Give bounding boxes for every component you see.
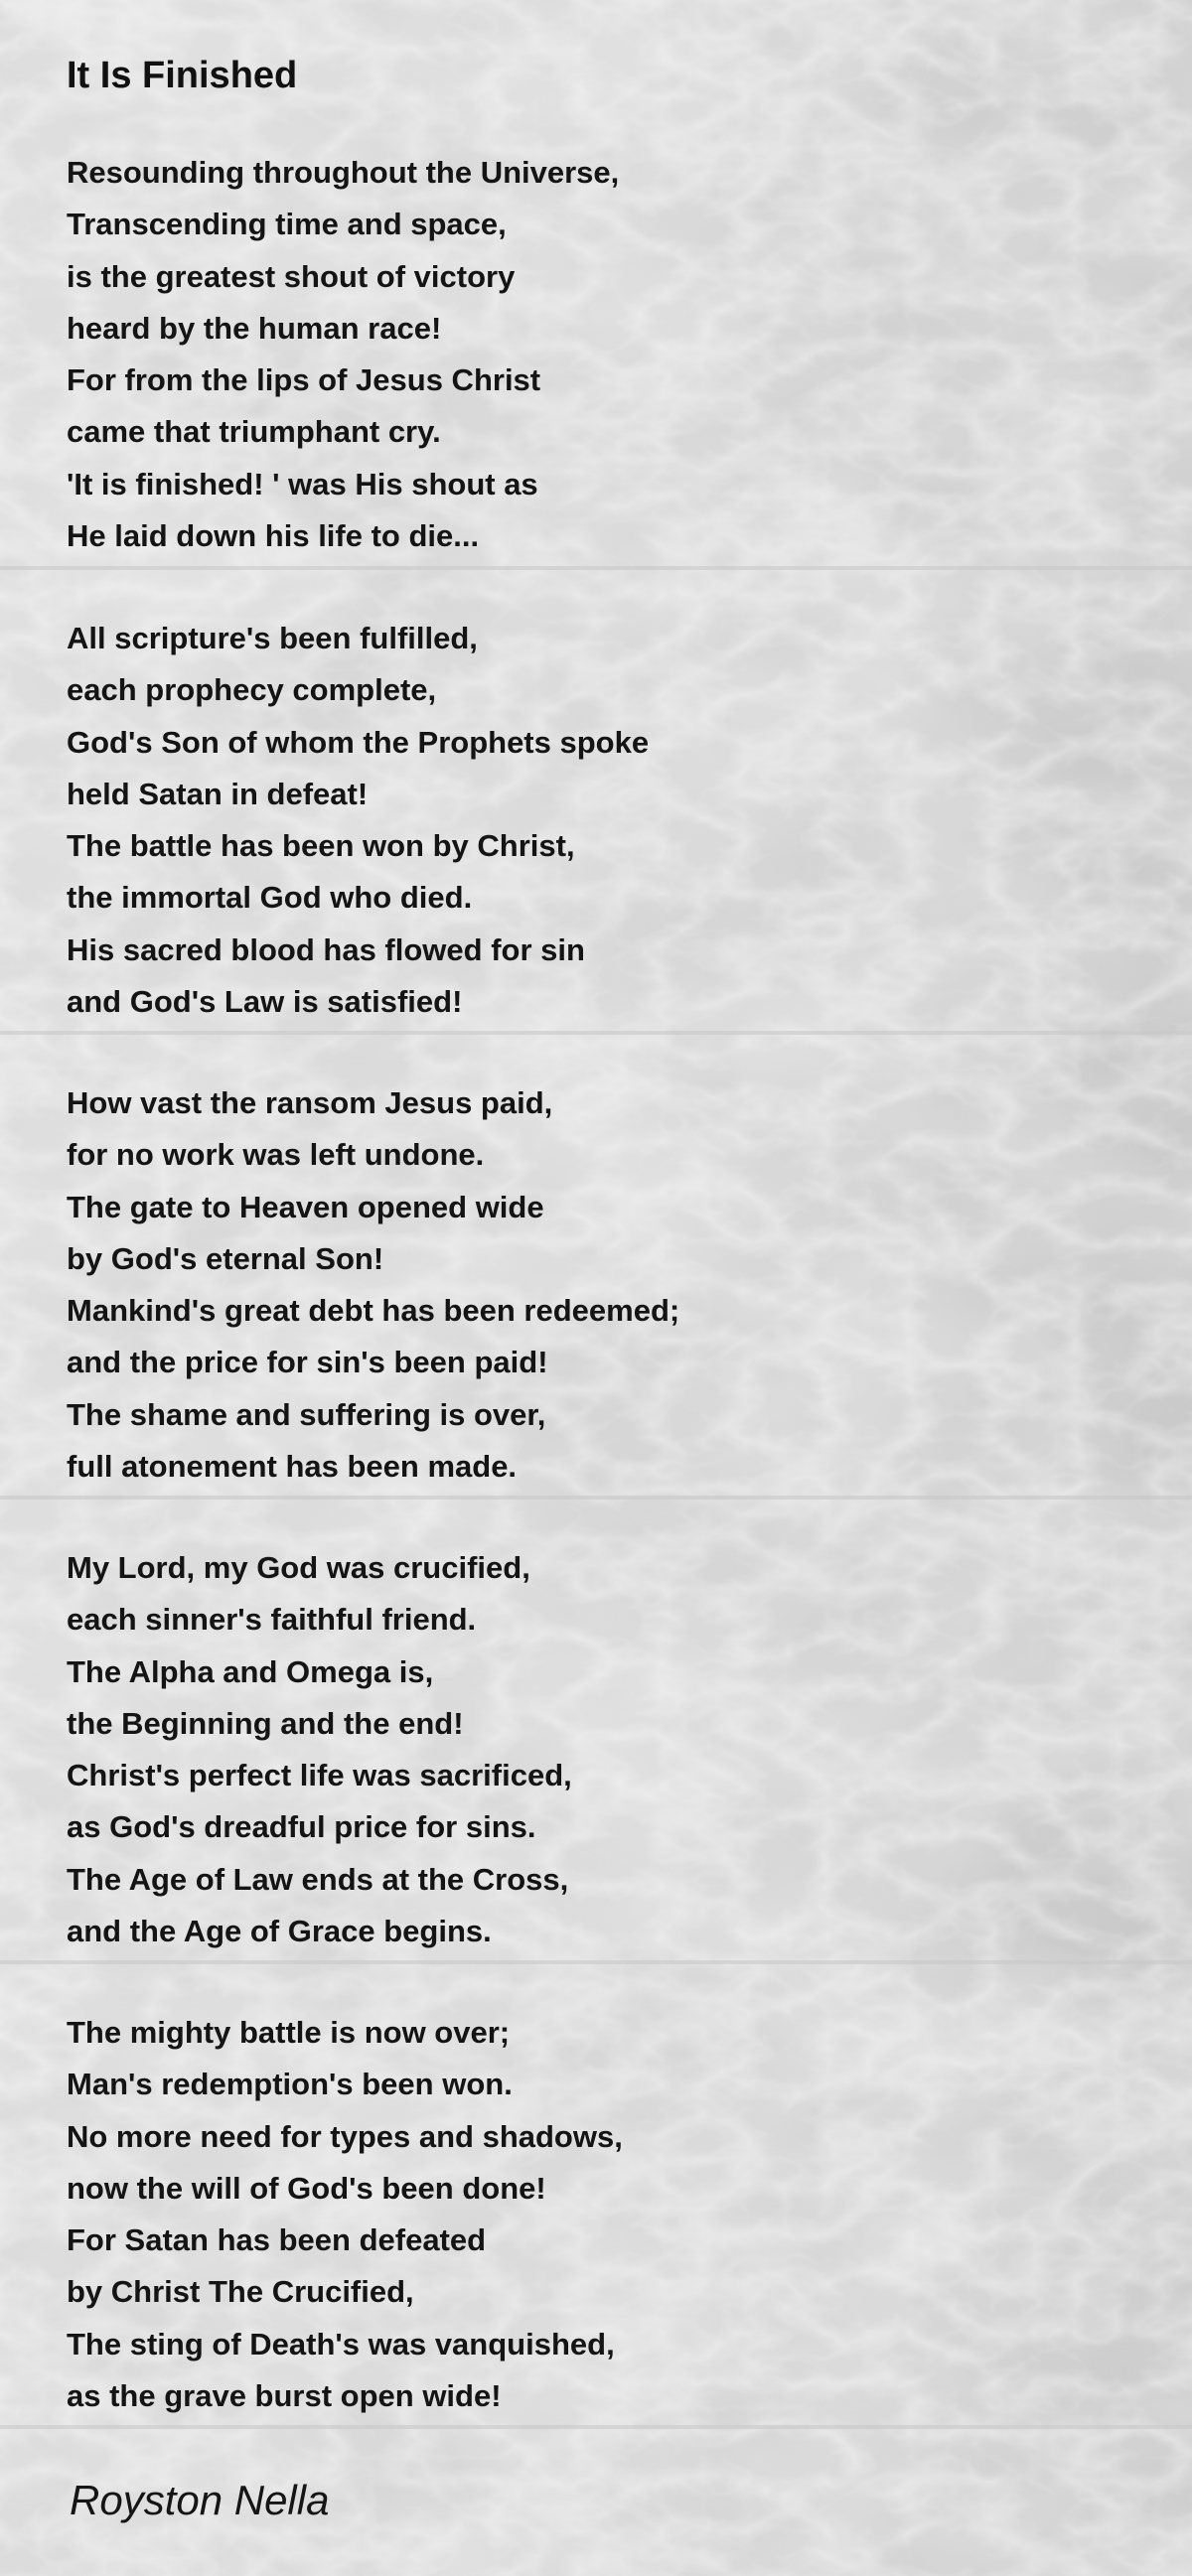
poem-line: is the greatest shout of victory [67, 258, 516, 294]
poem-line: heard by the human race! [67, 310, 442, 346]
poem-line: and the price for sin's been paid! [67, 1345, 548, 1380]
stanza-2 [67, 613, 649, 1028]
poem-line: 'It is finished! ' was His shout as [67, 466, 538, 501]
poem-title: It Is Finished [67, 55, 298, 96]
poem-author: Royston Nella [70, 2477, 330, 2523]
poem-line: for no work was left undone. [67, 1137, 485, 1173]
poem-line: He laid down his life to die... [67, 518, 480, 554]
poem-line: His sacred blood has flowed for sin [67, 931, 585, 967]
poem-line: The battle has been won by Christ, [67, 828, 575, 864]
poem-line: Mankind's great debt has been redeemed; [67, 1293, 680, 1329]
poem-line: the immortal God who died. [67, 880, 473, 916]
poem-line: and the Age of Grace begins. [67, 1914, 492, 1949]
poem-line: and God's Law is satisfied! [67, 984, 463, 1020]
poem-line: Transcending time and space, [67, 207, 507, 242]
poem-line: The gate to Heaven opened wide [67, 1189, 544, 1224]
stanza-4 [67, 1542, 572, 1957]
poem-line: as the grave burst open wide! [67, 2378, 502, 2414]
poem-line: The Alpha and Omega is, [67, 1653, 434, 1689]
poem-line: The mighty battle is now over; [67, 2015, 511, 2050]
poem-line: now the will of God's been done! [67, 2170, 546, 2206]
poem-line: All scripture's been fulfilled, [67, 621, 478, 655]
poem-line: held Satan in defeat! [67, 776, 369, 811]
poem-line: by God's eternal Son! [67, 1240, 384, 1276]
poem-line: Christ's perfect life was sacrificed, [67, 1758, 572, 1793]
stanza-3 [67, 1077, 679, 1493]
poem-line: The sting of Death's was vanquished, [67, 2326, 615, 2361]
poem-line: as God's dreadful price for sins. [67, 1809, 536, 1845]
poem-line: The Age of Law ends at the Cross, [67, 1861, 569, 1897]
poem-line: each prophecy complete, [67, 672, 437, 708]
poem-line: No more need for types and shadows, [67, 2118, 623, 2154]
poem-line: God's Son of whom the Prophets spoke [67, 724, 650, 760]
poem-line: How vast the ransom Jesus paid, [67, 1085, 553, 1120]
poem-line: full atonement has been made. [67, 1449, 518, 1485]
stanza-1 [67, 147, 619, 562]
poem-line: For from the lips of Jesus Christ [67, 362, 541, 398]
poem-line: For Satan has been defeated [67, 2222, 487, 2258]
poem-line: each sinner's faithful friend. [67, 1602, 477, 1638]
poem-line: My Lord, my God was crucified, [67, 1550, 530, 1585]
poem-line: The shame and suffering is over, [67, 1396, 546, 1432]
poem-line: Man's redemption's been won. [67, 2067, 513, 2102]
stanza-5 [67, 2007, 623, 2422]
poem-line: the Beginning and the end! [67, 1705, 464, 1741]
poem-line: came that triumphant cry. [67, 414, 441, 450]
poem-line: Resounding throughout the Universe, [67, 155, 620, 190]
poem-line: by Christ The Crucified, [67, 2274, 414, 2310]
